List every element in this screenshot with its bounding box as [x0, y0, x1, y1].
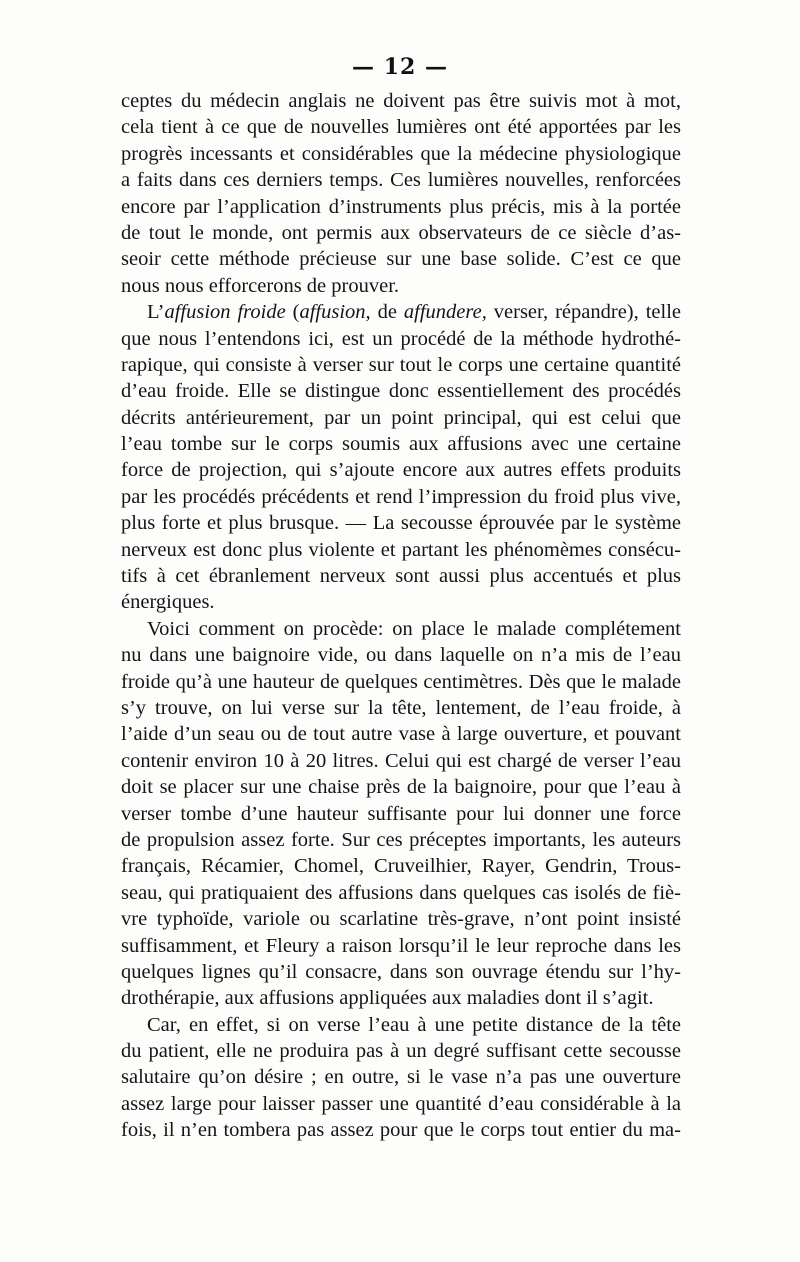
text-line: fois, il n’en tombera pas assez pour que le corps tout entier du ma- [121, 1119, 681, 1142]
text-line: l’aide d’un seau ou de tout autre vase à large ouverture, et pouvant [121, 723, 681, 746]
text-line: nu dans une baignoire vide, ou dans laquelle on n’a mis de l’eau [121, 644, 681, 667]
paragraph-3 [121, 616, 681, 1012]
text-line: seau, qui pratiquaient des affusions dans quelques cas isolés de fiè- [121, 881, 681, 904]
text-line: suffisamment, et Fleury a raison lorsqu’il le leur reproche dans les [121, 934, 681, 957]
text-line: progrès incessants et considérables que la médecine physiologique [121, 142, 681, 165]
text-line: par les procédés précédents et rend l’impression du froid plus vive, [121, 485, 681, 508]
text-line: plus forte et plus brusque. — La secousse éprouvée par le système [121, 512, 681, 535]
text-line: Voici comment on procède: on place le malade complétement [147, 617, 681, 640]
text-line: assez large pour laisser passer une quantité d’eau considérable à la [121, 1092, 681, 1115]
text-line: encore par l’application d’instruments plus précis, mis à la portée [121, 195, 681, 218]
text-line: rapique, qui consiste à verser sur tout le corps une certaine quantité [121, 353, 681, 376]
text-run: L’ [147, 301, 165, 324]
text-run: ( [285, 301, 300, 324]
text-line: drothérapie, aux affusions appliquées aux maladies dont il s’agit. [121, 987, 654, 1010]
text-line: cela tient à ce que de nouvelles lumières ont été apportées par les [121, 116, 681, 139]
page-number: — 12 — [352, 54, 448, 80]
italic-latin-verb: affundere, [403, 301, 494, 324]
text-line: a faits dans ces derniers temps. Ces lumières nouvelles, renforcées [121, 169, 681, 192]
text-line: nous nous efforcerons de prouver. [121, 274, 400, 297]
text-line: du patient, elle ne produira pas à un degré suffisant cette secousse [121, 1040, 681, 1063]
text-line: tifs à cet ébranlement nerveux sont aussi plus accentués et plus [121, 565, 681, 588]
paragraph-1 [121, 88, 681, 299]
text-line: contenir environ 10 à 20 litres. Celui qui est chargé de verser l’eau [121, 749, 681, 772]
text-line: ceptes du médecin anglais ne doivent pas être suivis mot à mot, [121, 90, 681, 112]
text-line: s’y trouve, on lui verse sur la tête, lentement, de l’eau froide, à [121, 696, 681, 719]
text-line: quelques lignes qu’il consacre, dans son ouvrage étendu sur l’hy- [121, 960, 681, 983]
text-line: l’eau tombe sur le corps soumis aux affusions avec une certaine [121, 433, 681, 456]
text-line: de propulsion assez forte. Sur ces préceptes importants, les auteurs [121, 828, 681, 851]
italic-etymology: affusion, [299, 301, 378, 324]
paragraph-4 [121, 1012, 681, 1144]
text-line: énergiques. [121, 591, 215, 614]
text-line: Car, en effet, si on verse l’eau à une petite distance de la tête [147, 1013, 681, 1036]
text-line: de tout le monde, ont permis aux observateurs de ce siècle d’as- [121, 221, 681, 244]
text-line: force de projection, qui s’ajoute encore aux autres effets produits [121, 459, 681, 482]
text-line: décrits antérieurement, par un point principal, qui est celui que [121, 406, 681, 429]
text-line: verser tombe d’une hauteur suffisante pour lui donner une force [121, 802, 681, 825]
text-line: vre typhoïde, variole ou scarlatine très-grave, n’ont point insisté [121, 908, 681, 931]
text-line-first [121, 299, 681, 325]
text-line: que nous l’entendons ici, est un procédé de la méthode hydrothé- [121, 327, 681, 350]
body-text [121, 88, 681, 1144]
text-line: froide qu’à une hauteur de quelques centimètres. Dès que le malade [121, 670, 681, 693]
text-line: salutaire qu’on désire ; en outre, si le vase n’a pas une ouverture [121, 1066, 681, 1089]
text-run: verser, répandre), telle [493, 301, 681, 324]
text-line: doit se placer sur une chaise près de la baignoire, pour que l’eau à [121, 776, 681, 799]
italic-term: affusion froide [164, 301, 286, 324]
text-line: français, Récamier, Chomel, Cruveilhier, Rayer, Gendrin, Trous- [121, 855, 681, 878]
text-line: seoir cette méthode précieuse sur une base solide. C’est ce que [121, 248, 681, 271]
text-line: nerveux est donc plus violente et partant les phénomèmes consécu- [121, 538, 681, 561]
text-line: d’eau froide. Elle se distingue donc essentiellement des procédés [121, 380, 681, 403]
paragraph-2 [121, 299, 681, 616]
text-run: de [377, 301, 404, 324]
